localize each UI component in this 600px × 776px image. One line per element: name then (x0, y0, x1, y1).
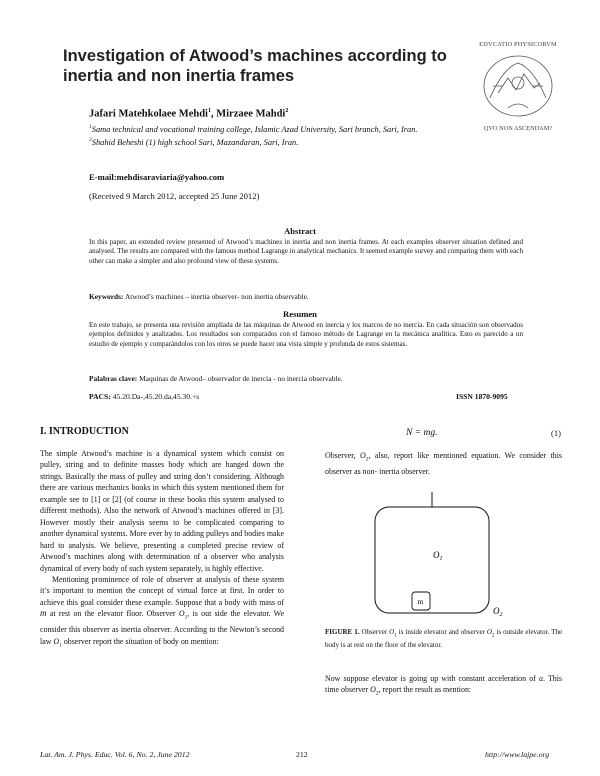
figure-1 (325, 488, 562, 626)
intro-paragraph-2 (40, 574, 284, 652)
elevator-box (375, 507, 489, 613)
palabras-clave (89, 374, 523, 383)
palabras-label: Palabras clave: (89, 374, 138, 383)
equation-1-number: (1) (551, 428, 561, 438)
caption-o1-sub: 1 (394, 633, 397, 639)
section-heading: I. INTRODUCTION (40, 426, 129, 437)
caption-o2: O (486, 628, 492, 636)
intro-p2-o1b-sub: 1 (59, 642, 62, 649)
pacs-label: PACS: (89, 392, 111, 401)
col2-after-a: Now suppose elevator is going up with constant acceleration of (325, 674, 536, 683)
logo-emblem (484, 56, 552, 116)
footer-url[interactable]: http://www.lajpe.org (485, 750, 550, 759)
intro-p2-a: Mentioning prominence of role of observer at analysis of these system it’s important to mention the concept of virtual force at first. In order to achieve this goal consider these example. Suppose that a body with mass of (40, 574, 284, 607)
resumen-heading: Resumen (283, 309, 317, 319)
equation-1: N = mg. (406, 428, 438, 438)
intro-column (40, 448, 284, 652)
keywords (89, 292, 523, 301)
intro-p2-c: , is out side the elevator. We consider this observer as inertia observer. According to the Newton’s second law (40, 609, 284, 646)
page-number: 212 (296, 750, 308, 759)
caption-o2-sub: 2 (491, 633, 495, 639)
intro-p2-o1b-letter: O (53, 636, 60, 646)
pacs (89, 392, 199, 401)
caption-c: is outside elevator. The body is at rest on the floor of the elevator. (325, 628, 563, 649)
col2-after-o2-sub: 2 (375, 691, 379, 698)
paper-title: Investigation of Atwood’s machines according to inertia and non inertia frames (63, 47, 447, 85)
intro-p2-b: at rest on the elevator floor. Observer (49, 609, 176, 619)
resumen-text: En este trabajo, se presenta una revisión ampliada de las máquinas de Atwood en inercia y los marcos de no inercia. En cada situación son observados ejemplos definidos y analizados. Los resultados son comparados con el famoso método de Lagrange en la mecánica analítica. Esto es parecido a un estudio de ejemplo y comparándolos con los otros se puede hacer una vista simple y profunda de estos sistemas. (89, 321, 523, 348)
intro-p2-mass: m (40, 608, 47, 619)
col2-intro-o2-sub: 2 (365, 456, 369, 463)
affiliation-2 (89, 135, 489, 148)
mass-label: m (417, 597, 424, 606)
received-date: (Received 9 March 2012, accepted 25 June 2012) (89, 191, 260, 201)
col2-intro-o2: O (360, 451, 366, 460)
author-2-sup: 2 (285, 108, 289, 114)
authors (89, 108, 288, 120)
affiliation-2-text: Shahid Beheshi (1) high school Sari, Mazandaran, Sari, Iran. (91, 137, 299, 147)
intro-paragraph-1: The simple Atwood’s machine is a dynamical system which consist on pulley, string and to definite masses body which are hanged down the strings. Basically the mass of pulley and string don’t considering. Although there are various mechanics books in which this system mentioned them for example see to [1] or [2] (of course in these books this system analysed to different methods). Also the network of Atwood’s machines offered in [3]. However mostly their analysis seems to be complicated comparing to another dynamical systems. More ever by to adding pulleys and bodies make hard to analysis. We believe, presenting a completed precise review of Atwood’s machines along with determination of a observer who analysis dynamical of every body of such system separately, is highly effective. (40, 449, 284, 573)
intro-p2-o1: O (178, 609, 185, 619)
affiliation-1-sup: 1 (89, 124, 92, 130)
email-line: E-mail:mehdisaraviaria@yahoo.com (89, 172, 225, 182)
author-2: Mirzaee Mahdi (216, 108, 286, 120)
author-1-sup: 1 (207, 108, 211, 114)
affiliations (89, 122, 489, 148)
pacs-text: 45.20.Da-,45.20.da,45.30.+s (112, 392, 200, 401)
abstract-text: In this paper, an extended review presented of Atwood’s machines in inertia and non inertia frames. At each examples observer situation defined and analysed. The results are compared with the famous method Lagrange in analytical mechanics. It seemed example survey and comparing them with each other can make a simpler and also profound view of these systems. (89, 238, 523, 265)
author-1: Jafari Matehkolaee Mehdi (89, 108, 208, 120)
col2-after-c: , report the result as mention: (378, 685, 472, 695)
footer-journal: Lat. Am. J. Phys. Educ. Vol. 6, No. 2, June 2012 (40, 750, 190, 759)
caption-b: is inside elevator and observer (398, 628, 485, 636)
figure-label-o1: $O_1$ (433, 550, 443, 562)
caption-label: FIGURE 1. (325, 628, 360, 636)
figure-label-o2: $O_2$ (493, 606, 503, 618)
author-separator: , (210, 108, 217, 120)
col2-after-o2: O (370, 685, 376, 695)
col2-intro-b: , also, report like mentioned equation. We consider this observer as non- inertia observer. (325, 451, 562, 477)
caption-o1: O (389, 628, 395, 636)
acceleration-text (325, 673, 562, 700)
keywords-label: Keywords: (89, 292, 124, 301)
abstract-heading: Abstract (284, 226, 316, 236)
col2-after-b: . This time observer (325, 674, 562, 695)
col2-intro-a: Observer, (325, 451, 356, 460)
caption-a: Observer (361, 628, 388, 636)
affiliation-2-sup: 2 (89, 136, 92, 143)
intro-p2-d: observer report the situation of body on mention: (63, 636, 219, 646)
keywords-text: Atwood’s machines – inertia observer- non inertia observable. (124, 292, 309, 301)
affiliation-1-text: Sama technical and vocational training college, Islamic Azad University, Sari branch, Sari, Iran. (91, 124, 418, 134)
figure-1-caption (325, 628, 562, 650)
intro-p2-o1-sub: 1 (184, 614, 188, 621)
logo-top-text: EDVCATIO PHYSICORVM (479, 41, 557, 48)
issn: ISSN 1870-9095 (456, 392, 508, 401)
observer-o2-text (325, 450, 562, 477)
intro-p2-o1b (53, 636, 62, 649)
col2-after-accel: a (539, 674, 543, 683)
affiliation-1 (89, 122, 489, 135)
palabras-text: Maquinas de Atwood– observador de inercia - no inercia observable. (139, 374, 343, 383)
logo-bottom-text: QVO NON ASCENDAM? (483, 125, 553, 132)
